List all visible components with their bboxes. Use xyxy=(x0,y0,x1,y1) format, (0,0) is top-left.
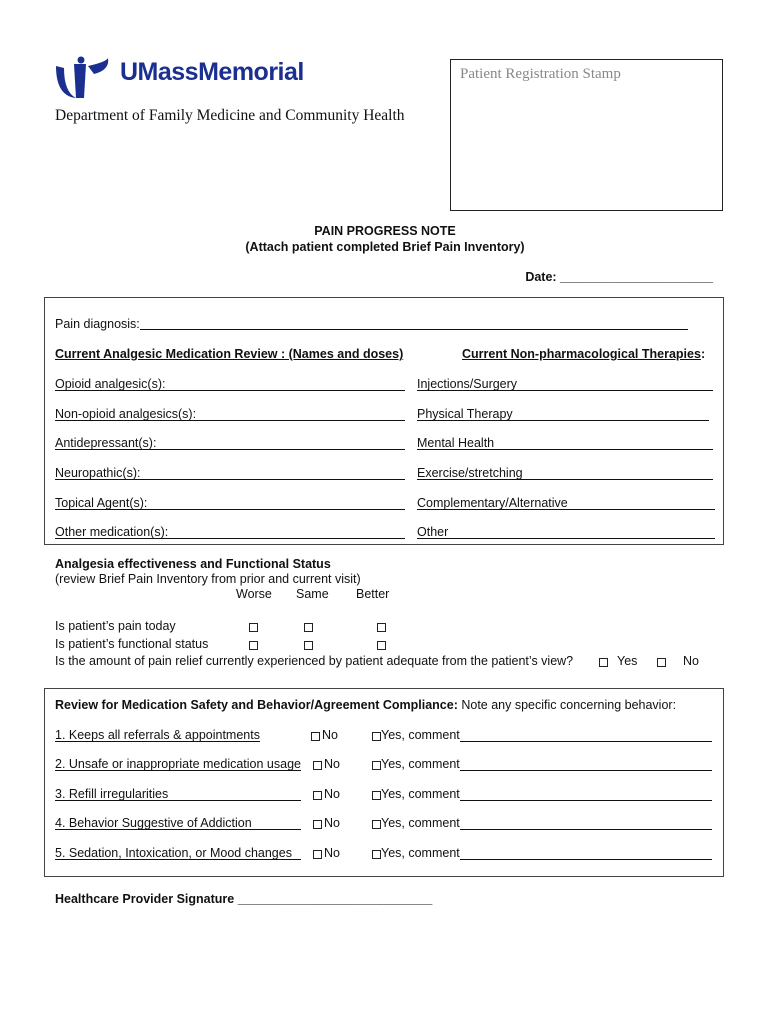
med-label-opioid: Opioid analgesic(s): xyxy=(55,377,166,391)
safety-item-refill: 3. Refill irregularities xyxy=(55,787,169,801)
refill-no-label: No xyxy=(324,787,340,801)
refill-yes-label: Yes, comment xyxy=(381,787,460,801)
pain-diagnosis-line[interactable] xyxy=(140,329,688,330)
addiction-comment-line[interactable] xyxy=(460,829,712,830)
safety-underline-2 xyxy=(55,770,301,771)
addiction-yes-label: Yes, comment xyxy=(381,816,460,830)
col-same: Same xyxy=(296,587,329,601)
logo-mark-icon xyxy=(54,56,114,100)
refill-no-checkbox[interactable] xyxy=(313,791,322,800)
therapy-label-complementary: Complementary/Alternative xyxy=(417,496,568,510)
med-line-neuropathic[interactable] xyxy=(55,479,405,480)
addiction-no-label: No xyxy=(324,816,340,830)
pain-today-label: Is patient’s pain today xyxy=(55,619,176,633)
addiction-no-checkbox[interactable] xyxy=(313,820,322,829)
provider-signature-field[interactable]: Healthcare Provider Signature ____________________________ xyxy=(55,892,433,906)
nonpharm-colon: : xyxy=(700,347,706,361)
med-line-opioid[interactable] xyxy=(55,390,405,391)
unsafe-yes-label: Yes, comment xyxy=(381,757,460,771)
effectiveness-note: (review Brief Pain Inventory from prior and current visit) xyxy=(55,572,361,586)
med-label-topical: Topical Agent(s): xyxy=(55,496,148,510)
refill-comment-line[interactable] xyxy=(460,800,712,801)
referrals-no-checkbox[interactable] xyxy=(311,732,320,741)
safety-item-addiction: 4. Behavior Suggestive of Addiction xyxy=(55,816,252,830)
functional-status-label: Is patient’s functional status xyxy=(55,637,209,651)
safety-underline-4 xyxy=(55,829,301,830)
therapy-line-exercise[interactable] xyxy=(417,479,713,480)
safety-item-unsafe-usage: 2. Unsafe or inappropriate medication usage xyxy=(55,757,301,771)
safety-underline-5 xyxy=(55,859,301,860)
pain-same-checkbox[interactable] xyxy=(304,623,313,632)
unsafe-yes-checkbox[interactable] xyxy=(372,761,381,770)
therapy-label-exercise: Exercise/stretching xyxy=(417,466,523,480)
referrals-no-label: No xyxy=(322,728,338,742)
pain-relief-no-checkbox[interactable] xyxy=(657,658,666,667)
med-line-antidepressant[interactable] xyxy=(55,449,405,450)
med-line-other[interactable] xyxy=(55,538,405,539)
analgesic-review-header: Current Analgesic Medication Review : (Names and doses) xyxy=(55,347,404,361)
page-subtitle: (Attach patient completed Brief Pain Inventory) xyxy=(245,240,525,254)
sedation-no-checkbox[interactable] xyxy=(313,850,322,859)
function-same-checkbox[interactable] xyxy=(304,641,313,650)
med-line-topical[interactable] xyxy=(55,509,405,510)
referrals-yes-checkbox[interactable] xyxy=(372,732,381,741)
pain-diagnosis-label: Pain diagnosis: xyxy=(55,317,140,331)
sedation-yes-checkbox[interactable] xyxy=(372,850,381,859)
safety-title-note: Note any specific concerning behavior: xyxy=(457,698,677,712)
addiction-yes-checkbox[interactable] xyxy=(372,820,381,829)
referrals-comment-line[interactable] xyxy=(460,741,712,742)
sedation-comment-line[interactable] xyxy=(460,859,712,860)
safety-title: Review for Medication Safety and Behavior/Agreement Compliance: xyxy=(55,698,458,712)
safety-underline-3 xyxy=(55,800,301,801)
therapy-line-physical[interactable] xyxy=(417,420,709,421)
therapy-line-complementary[interactable] xyxy=(417,509,715,510)
pain-better-checkbox[interactable] xyxy=(377,623,386,632)
department-name: Department of Family Medicine and Community Health xyxy=(55,107,405,124)
stamp-label: Patient Registration Stamp xyxy=(460,66,621,82)
referrals-yes-label: Yes, comment xyxy=(381,728,460,742)
med-label-antidepressant: Antidepressant(s): xyxy=(55,436,157,450)
umass-memorial-logo xyxy=(54,56,334,100)
safety-item-sedation: 5. Sedation, Intoxication, or Mood changes xyxy=(55,846,292,860)
nonpharm-therapies-header-wrap xyxy=(462,347,705,361)
pain-relief-yes-checkbox[interactable] xyxy=(599,658,608,667)
sedation-no-label: No xyxy=(324,846,340,860)
nonpharm-therapies-header: Current Non-pharmacological Therapies xyxy=(462,347,701,361)
therapy-label-injections: Injections/Surgery xyxy=(417,377,518,391)
med-line-nonopioid[interactable] xyxy=(55,420,405,421)
refill-yes-checkbox[interactable] xyxy=(372,791,381,800)
safety-title-wrap xyxy=(55,698,676,712)
function-worse-checkbox[interactable] xyxy=(249,641,258,650)
med-label-other: Other medication(s): xyxy=(55,525,169,539)
therapy-line-mental-health[interactable] xyxy=(417,449,713,450)
col-better: Better xyxy=(356,587,390,601)
unsafe-comment-line[interactable] xyxy=(460,770,712,771)
therapy-label-physical: Physical Therapy xyxy=(417,407,513,421)
safety-underline-1 xyxy=(55,741,260,742)
logo-text: UMassMemorial xyxy=(120,58,304,86)
pain-worse-checkbox[interactable] xyxy=(249,623,258,632)
unsafe-no-checkbox[interactable] xyxy=(313,761,322,770)
col-worse: Worse xyxy=(236,587,272,601)
therapy-line-other[interactable] xyxy=(417,538,715,539)
therapy-label-other: Other xyxy=(417,525,449,539)
med-label-nonopioid: Non-opioid analgesics(s): xyxy=(55,407,197,421)
effectiveness-title: Analgesia effectiveness and Functional Status xyxy=(55,557,331,571)
pain-relief-yes-label: Yes xyxy=(617,654,638,668)
pain-relief-no-label: No xyxy=(683,654,699,668)
patient-registration-stamp-box[interactable] xyxy=(450,59,723,211)
therapy-label-mental-health: Mental Health xyxy=(417,436,495,450)
function-better-checkbox[interactable] xyxy=(377,641,386,650)
therapy-line-injections[interactable] xyxy=(417,390,713,391)
date-field[interactable]: Date: ______________________ xyxy=(525,270,713,284)
sedation-yes-label: Yes, comment xyxy=(381,846,460,860)
pain-relief-question: Is the amount of pain relief currently experienced by patient adequate from the patient’s view? xyxy=(55,654,574,668)
safety-item-referrals: 1. Keeps all referrals & appointments xyxy=(55,728,260,742)
med-label-neuropathic: Neuropathic(s): xyxy=(55,466,141,480)
unsafe-no-label: No xyxy=(324,757,340,771)
page-title: PAIN PROGRESS NOTE xyxy=(314,224,456,238)
